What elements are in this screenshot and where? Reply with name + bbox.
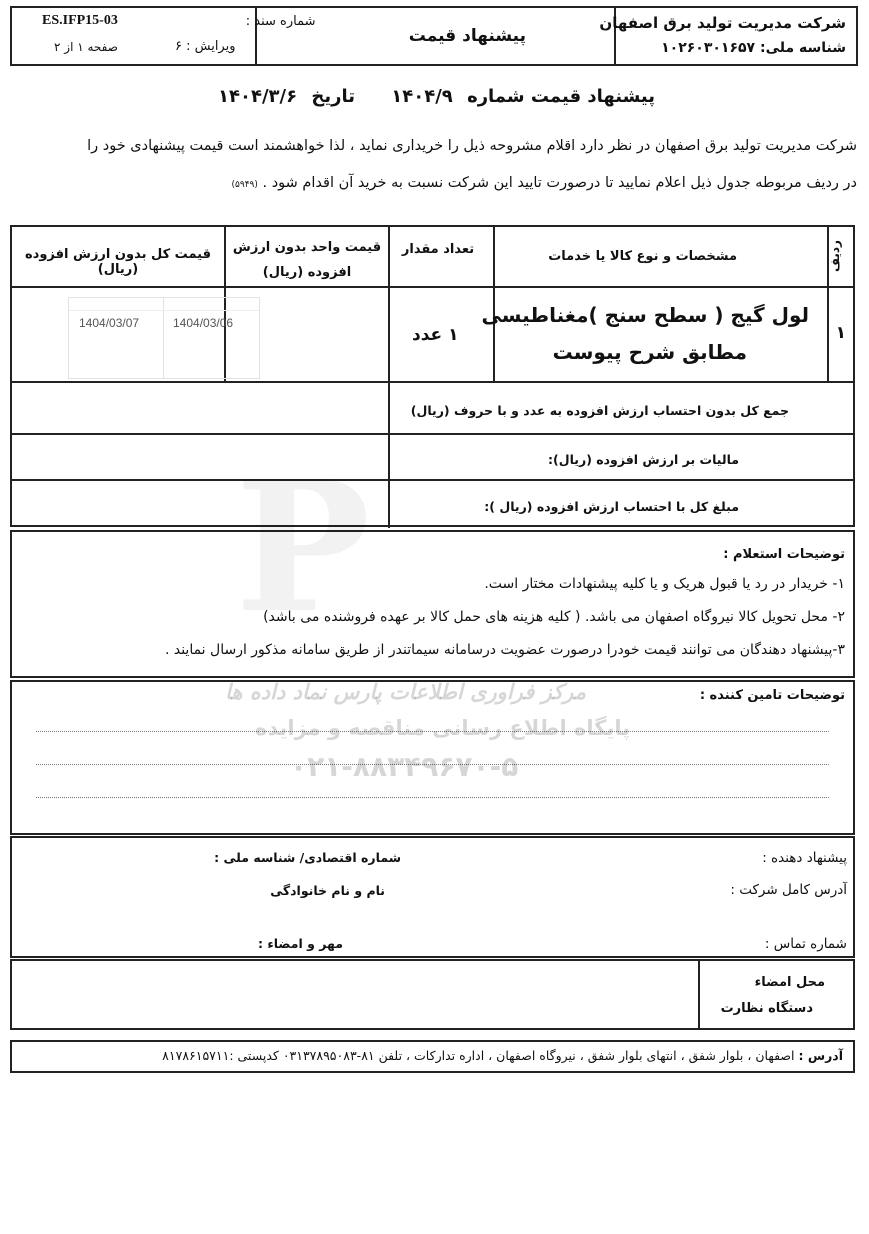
date-label: تاریخ <box>311 86 355 107</box>
notes-title: توضیحات استعلام : <box>723 547 845 562</box>
supplier-notes-title: توضیحات تامین کننده : <box>699 688 845 703</box>
col-header-qty: تعداد مقدار <box>401 242 475 257</box>
grand-total-label: مبلغ کل با احتساب ارزش افزوده (ریال ): <box>484 499 739 514</box>
vat-label: مالیات بر ارزش افزوده (ریال): <box>548 452 739 467</box>
inquiry-notes <box>10 530 855 678</box>
phone-label: شماره تماس : <box>764 936 847 952</box>
national-id: شناسه ملی: ۱۰۲۶۰۳۰۱۶۵۷ <box>661 40 846 56</box>
quote-title <box>218 86 655 107</box>
quote-date: ۱۴۰۴/۳/۶ <box>218 86 298 107</box>
stamp-date-2: 1404/03/07 <box>79 316 140 330</box>
economic-id-label: شماره اقتصادی/ شناسه ملی : <box>214 850 401 865</box>
col-header-desc: مشخصات و نوع کالا یا خدمات <box>548 249 737 264</box>
col-header-total-price: قیمت کل بدون ارزش افزوده (ریال) <box>25 247 211 277</box>
form-title: پیشنهاد قیمت <box>408 26 526 46</box>
item-quantity: ۱ عدد <box>412 325 459 345</box>
revision: ویرایش : ۶ <box>175 39 236 54</box>
intro-line-1: شرکت مدیریت تولید برق اصفهان در نظر دارد اقلام مشروحه ذیل را خریداری نماید ، لذا خواهشمند است قیمت پیشنهادی خود را <box>87 138 857 154</box>
signature-section <box>10 959 855 1030</box>
watermark-text-2: پایگاه اطلاع رسانی مناقصه و مزایده <box>255 716 631 740</box>
intro-line-2: در ردیف مربوطه جدول ذیل اعلام نمایید تا درصورت تایید این شرکت نسبت به خرید آن اقدام شود . (۵۹۴۹) <box>231 175 857 191</box>
page-number: صفحه ۱ از ۲ <box>54 40 118 54</box>
watermark-phone: ۰۲۱-۸۸۳۴۹۶۷۰-۵ <box>290 750 519 783</box>
company-name: شرکت مدیریت تولید برق اصفهان <box>599 14 846 32</box>
items-table <box>10 225 855 527</box>
footer-address-text: آدرس : اصفهان ، بلوار شفق ، انتهای بلوار شفق ، نیروگاه اصفهان ، اداره تدارکات ، تلفن ۸۱-۰۳۱۳۷۸۹۵۰۸۳ کدپستی :۸۱۷۸۶۱۵۷۱۱ <box>162 1048 843 1063</box>
doc-number: ES.IFP15-03 <box>42 13 118 28</box>
footer-address <box>10 1040 855 1073</box>
watermark-logo: P <box>235 442 371 653</box>
quote-number: ۱۴۰۴/۹ <box>391 86 453 107</box>
full-name-label: نام و نام خانوادگی <box>270 883 385 898</box>
stamp-date-1: 1404/03/06 <box>173 316 234 330</box>
bidder-label: پیشنهاد دهنده : <box>762 850 847 866</box>
row-number: ۱ <box>835 323 846 343</box>
date-stamp-box <box>68 297 260 379</box>
signature-place: محل امضاء <box>754 975 825 990</box>
address-label: آدرس کامل شرکت : <box>730 882 847 898</box>
item-description-line2: مطابق شرح پیوست <box>552 340 747 364</box>
note-item-3: ۳-پیشنهاد دهندگان می توانند قیمت خودرا درصورت عضویت درسامانه سیماتندر از طریق سامانه مذکور ارسال نمایند . <box>164 642 845 658</box>
bidder-info <box>10 836 855 958</box>
quote-title-text: پیشنهاد قیمت شماره <box>467 86 656 107</box>
sum-label: جمع کل بدون احتساب ارزش افزوده به عدد و با حروف (ریال) <box>410 403 789 418</box>
note-item-1: ۱- خریدار در رد یا قبول هریک و یا کلیه پیشنهادات مختار است. <box>484 576 845 592</box>
col-header-unit-price: قیمت واحد بدون ارزش افزوده (ریال) <box>232 240 382 280</box>
watermark-text-1: مرکز فراوری اطلاعات پارس نماد داده ها <box>225 680 587 704</box>
seal-signature-label: مهر و امضاء : <box>257 936 343 951</box>
supervisor-label: دستگاه نظارت <box>720 1001 813 1016</box>
document-header <box>10 6 858 66</box>
note-item-2: ۲- محل تحویل کالا نیروگاه اصفهان می باشد. ( کلیه هزینه های حمل کالا بر عهده فروشنده می باشد) <box>263 609 845 625</box>
doc-number-label: شماره سند : <box>245 14 316 29</box>
item-description-line1: لول گیج ( سطح سنج )مغناطیسی <box>481 303 809 327</box>
col-header-row: ردیف <box>828 240 843 272</box>
intro-ref: (۵۹۴۹) <box>231 180 258 190</box>
